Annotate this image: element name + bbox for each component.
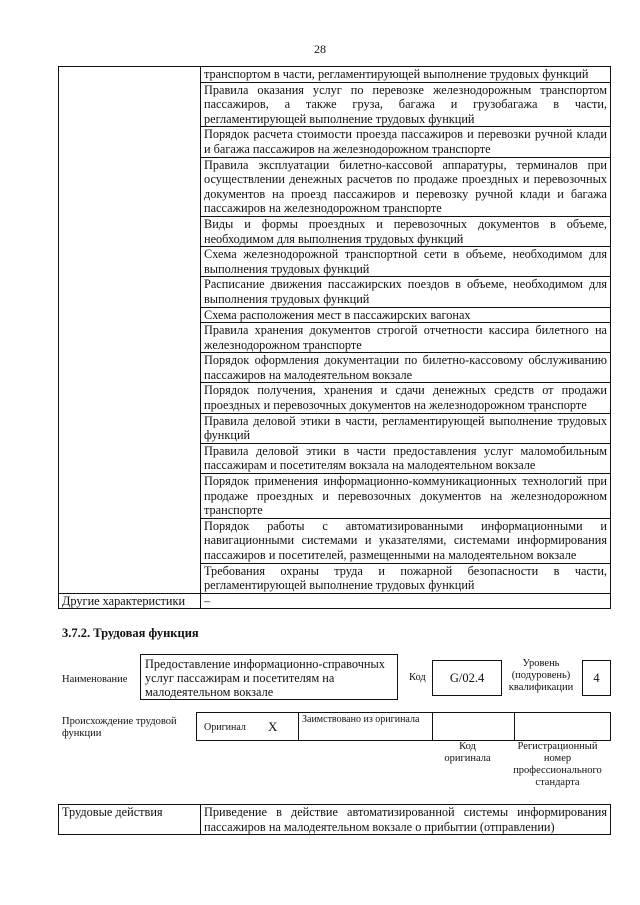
section-title: 3.7.2. Трудовая функция xyxy=(62,626,199,640)
knowledge-item: Правила оказания услуг по перевозке железнодорожным транспортом пассажиров, а также груза, багажа и грузобагажа в части, регламентирующей выполнение трудовых функций xyxy=(201,82,611,127)
knowledge-item: Правила деловой этики в части, регламентирующей выполнение трудовых функций xyxy=(201,413,611,443)
name-label: Наименование xyxy=(62,674,128,685)
borrowed-label: Заимствовано из оригинала xyxy=(302,714,420,725)
function-code-box: G/02.4 xyxy=(432,660,502,696)
knowledge-item: Правила хранения документов строгой отчетности кассира билетного на железнодорожном транспорте xyxy=(201,323,611,353)
origin-row xyxy=(196,712,611,741)
original-code-caption: Код оригинала xyxy=(444,741,491,764)
level-label: Уровень (подуровень) квалификации xyxy=(508,658,574,693)
knowledge-item: Схема расположения мест в пассажирских вагонах xyxy=(201,307,611,323)
code-label: Код xyxy=(409,672,426,683)
knowledge-item: Порядок оформления документации по билетно-кассовому обслуживанию пассажиров на малодеятельном вокзале xyxy=(201,353,611,383)
original-cell xyxy=(197,713,299,740)
labor-actions-table xyxy=(58,804,611,835)
original-code-cell xyxy=(433,713,515,740)
knowledge-item: Схема железнодорожной транспортной сети в объеме, необходимом для выполнения трудовых функций xyxy=(201,247,611,277)
knowledge-item: Порядок получения, хранения и сдачи денежных средств от продажи проездных и перевозочных документов на железнодорожном транспорте xyxy=(201,383,611,413)
reg-number-caption: Регистрационный номер профессионального стандарта xyxy=(513,741,602,788)
knowledge-item: Правила деловой этики в части предоставления услуг маломобильным пассажирам и посетителям вокзала на малодеятельном вокзале xyxy=(201,443,611,473)
knowledge-label-cell xyxy=(59,67,201,594)
actions-label: Трудовые действия xyxy=(59,805,201,835)
original-mark: X xyxy=(268,719,278,734)
knowledge-item: транспортом в части, регламентирующей выполнение трудовых функций xyxy=(201,67,611,83)
knowledge-item: Расписание движения пассажирских поездов в объеме, необходимом для выполнения трудовых функций xyxy=(201,277,611,307)
other-characteristics-value: – xyxy=(201,593,611,609)
knowledge-item: Порядок расчета стоимости проезда пассажиров и перевозки ручной клади и багажа пассажиров на железнодорожном транспорте xyxy=(201,127,611,157)
page-number: 28 xyxy=(314,42,326,56)
original-label: Оригинал xyxy=(204,722,246,733)
origin-label: Происхождение трудовой функции xyxy=(62,716,177,739)
table-row xyxy=(59,593,611,609)
knowledge-item: Требования охраны труда и пожарной безопасности в части, регламентирующей выполнение трудовых функций xyxy=(201,563,611,593)
function-name-box: Предоставление информационно-справочных услуг пассажирам и посетителям на малодеятельном вокзале xyxy=(140,654,398,700)
reg-number-cell xyxy=(515,713,610,740)
knowledge-item: Порядок работы с автоматизированными информационными и навигационными системами и указателями, системами информирования пассажиров и посетителей, размещенными на малодеятельном вокзале xyxy=(201,518,611,563)
action-item: Приведение в действие автоматизированной системы информирования пассажиров на малодеятельном вокзале о прибытии (отправлении) xyxy=(201,805,611,835)
other-characteristics-label: Другие характеристики xyxy=(59,593,201,609)
knowledge-item: Виды и формы проездных и перевозочных документов в объеме, необходимом для выполнения трудовых функций xyxy=(201,216,611,246)
qualification-level-box: 4 xyxy=(582,660,611,696)
table-row xyxy=(59,805,611,835)
table-row xyxy=(59,67,611,83)
requirements-table xyxy=(58,66,611,609)
knowledge-item: Правила эксплуатации билетно-кассовой аппаратуры, терминалов при осуществлении денежных расчетов по продаже проездных и перевозочных документов на проезд пассажиров и перевозку ручной клади и багажа пассажиров на железнодорожном транспорте xyxy=(201,157,611,216)
knowledge-item: Порядок применения информационно-коммуникационных технологий при продаже проездных и перевозочных документов на железнодорожном транспорте xyxy=(201,474,611,519)
borrowed-cell xyxy=(299,713,433,740)
